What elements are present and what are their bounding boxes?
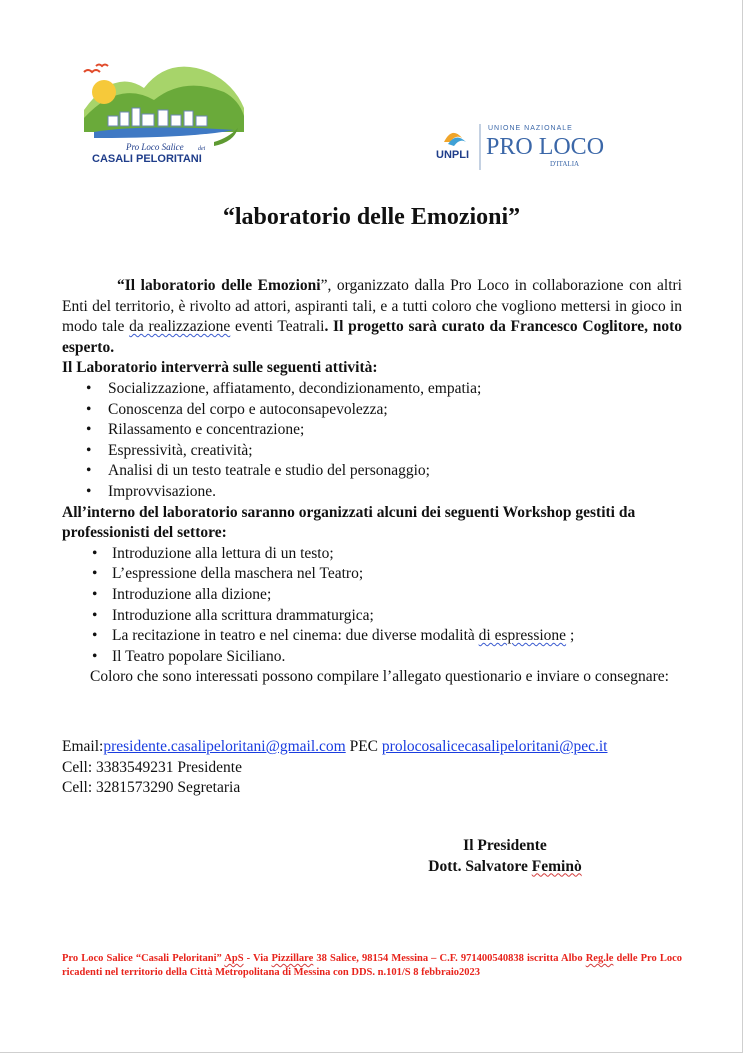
footer-text: Pro Loco Salice “Casali Peloritani”	[62, 953, 225, 964]
activities-heading: Il Laboratorio interverrà sulle seguenti attività:	[62, 359, 378, 377]
workshop5-wavy-text: di espressione	[478, 627, 567, 645]
logo-left-small: dei	[198, 146, 206, 152]
activities-list	[62, 379, 682, 503]
footer-note	[62, 952, 682, 980]
list-item: • Socializzazione, affiatamento, decondizionamento, empatia;	[62, 379, 682, 400]
workshops-list	[62, 544, 682, 668]
workshops-heading: All’interno del laboratorio saranno organizzati alcuni dei seguenti Workshop gestiti da professionisti del settore:	[62, 503, 636, 542]
footer-text: 38 Salice, 98154 Messina – C.F. 971400540838 iscritta Albo	[313, 953, 586, 964]
list-item: • Rilassamento e concentrazione;	[62, 420, 682, 441]
list-item: • Introduzione alla lettura di un testo;	[62, 544, 682, 565]
unpli-badge-text: UNPLI	[436, 149, 469, 161]
workshop5-text: La recitazione in teatro e nel cinema: due diverse modalità	[112, 627, 479, 645]
cell-president: Cell: 3383549231 Presidente	[62, 758, 242, 776]
intro-text: ”, organizzato dalla Pro Loco in collaborazione con altri Enti del territorio, è rivolto ad attori, aspiranti tali, e a tutti coloro che vogliono mettersi in gioco in modo tale	[62, 277, 682, 336]
email-link[interactable]: presidente.casalipeloritani@gmail.com	[103, 738, 346, 755]
bird-shape	[84, 70, 100, 72]
list-item	[62, 626, 682, 647]
unpli-pro-loco-italia-logo	[432, 120, 604, 172]
intro-paragraph	[62, 276, 682, 358]
signature-surname: Feminò	[531, 857, 582, 875]
intro-text-2: eventi Teatrali	[230, 318, 325, 336]
closing-paragraph: Coloro che sono interessati possono compilare l’allegato questionario e inviare o consegnare:	[90, 668, 669, 686]
footer-wavy: Pizzillare	[271, 953, 314, 964]
signature-name-text: Dott. Salvatore	[428, 857, 532, 875]
sun-shape	[92, 80, 116, 104]
intro-bold-tail: . Il progetto sarà curato da Francesco Coglitore, noto esperto.	[62, 318, 683, 356]
pro-loco-salice-logo	[74, 58, 246, 168]
footer-text: delle Pro Loco ricadenti nel territorio della Città Metropolitana di Messina con DDS. n.101/S 8 febbraio2023	[62, 953, 682, 978]
footer-wavy: Reg.le	[585, 953, 614, 964]
logo-right-main: PRO LOCO	[486, 134, 604, 160]
list-item: • Il Teatro popolare Siciliano.	[62, 647, 682, 668]
signature-role: Il Presidente	[463, 837, 547, 854]
bird-shape	[96, 65, 108, 67]
workshop5-tail: ;	[566, 627, 575, 645]
logo-left-line2: CASALI PELORITANI	[92, 153, 202, 165]
list-item: • Espressività, creatività;	[62, 441, 682, 462]
cell-secretary: Cell: 3281573290 Segretaria	[62, 779, 241, 797]
intro-title-bold: “Il laboratorio delle Emozioni	[117, 277, 321, 294]
logo-left-line1: Pro Loco Salice	[126, 142, 184, 152]
document-body	[62, 276, 682, 688]
logo-right-top: UNIONE NAZIONALE	[488, 125, 573, 132]
signature-block	[410, 836, 600, 877]
pec-label: PEC	[345, 738, 382, 755]
logo-right-sub: D'ITALIA	[550, 160, 580, 168]
footer-text: - Via	[243, 953, 272, 964]
list-item: • Introduzione alla scrittura drammaturgica;	[62, 606, 682, 627]
signature-name	[410, 857, 600, 878]
list-item: • Analisi di un testo teatrale e studio del personaggio;	[62, 461, 682, 482]
email-label: Email:	[62, 738, 104, 755]
contacts-block	[62, 737, 608, 799]
footer-wavy: ApS	[224, 953, 244, 964]
email-line	[62, 737, 608, 758]
list-item: • Conoscenza del corpo e autoconsapevolezza;	[62, 400, 682, 421]
list-item: • L’espressione della maschera nel Teatro;	[62, 564, 682, 585]
intro-wavy-text: da realizzazione	[129, 318, 231, 336]
list-item: • Introduzione alla dizione;	[62, 585, 682, 606]
page-title: “laboratorio delle Emozioni”	[222, 204, 521, 230]
pec-link[interactable]: prolocosalicecasalipeloritani@pec.it	[381, 738, 608, 755]
list-item: • Improvvisazione.	[62, 482, 682, 503]
